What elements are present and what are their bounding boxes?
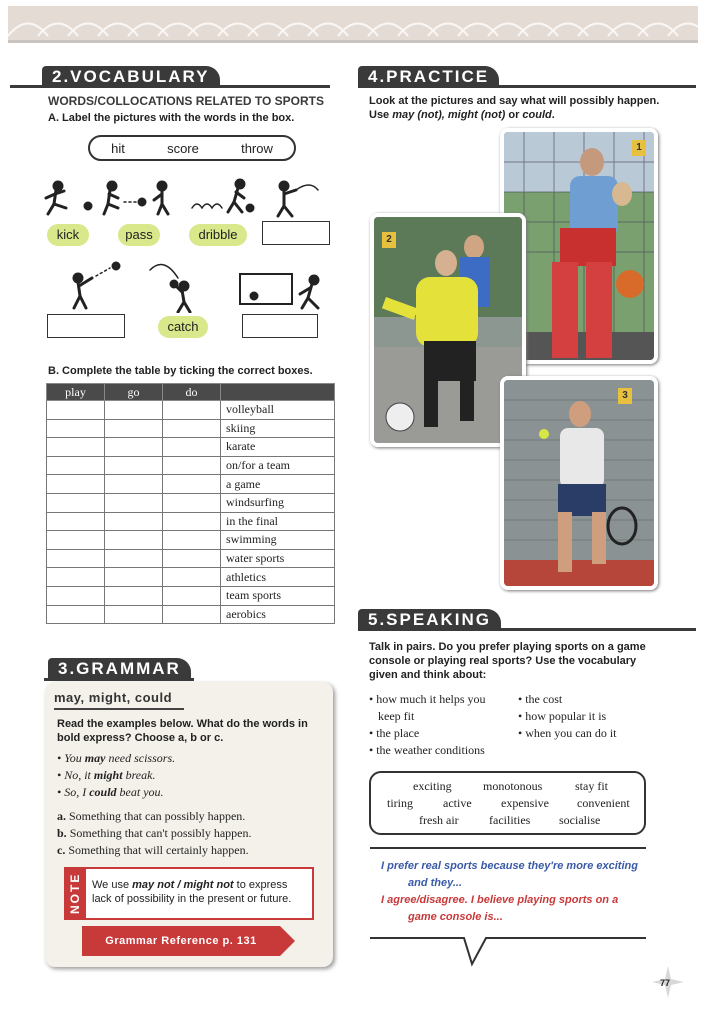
grammar-title-line (54, 708, 184, 710)
speech-line-2: and they... (408, 877, 462, 889)
word-expensive: expensive (501, 796, 549, 810)
table-row (47, 549, 335, 568)
vocab-part-a: A. Label the pictures with the words in the box. (48, 112, 295, 124)
tick-cell[interactable] (163, 456, 221, 475)
top-divider (8, 40, 698, 43)
grammar-example-3: • So, I could beat you. (57, 785, 164, 799)
word-score: score (167, 140, 199, 156)
tick-cell[interactable] (163, 605, 221, 624)
vocab-part-b: B. Complete the table by ticking the correct boxes. (48, 365, 313, 377)
activity-cell: a game (221, 475, 335, 494)
tick-cell[interactable] (47, 475, 105, 494)
tick-cell[interactable] (105, 493, 163, 512)
word-box (88, 135, 296, 161)
figures-row-2 (60, 258, 340, 313)
tick-cell[interactable] (163, 493, 221, 512)
word-throw: throw (241, 140, 273, 156)
tick-cell[interactable] (47, 493, 105, 512)
collocation-table (46, 383, 335, 624)
vocab-subtitle: WORDS/COLLOCATIONS RELATED TO SPORTS (48, 94, 324, 108)
grammar-header: 3.GRAMMAR (48, 658, 191, 680)
table-row (47, 568, 335, 587)
tick-cell[interactable] (47, 531, 105, 550)
tick-cell[interactable] (47, 512, 105, 531)
word-stay-fit: stay fit (575, 779, 608, 793)
table-row (47, 438, 335, 457)
grammar-option-c: c. Something that will certainly happen. (57, 843, 249, 857)
answer-blank-3[interactable] (242, 314, 318, 338)
word-active: active (443, 796, 472, 810)
note-text: We use may not / might not to express lack of possibility in the present or future. (92, 879, 292, 905)
activity-cell: karate (221, 438, 335, 457)
activity-cell: team sports (221, 586, 335, 605)
photo-badge-2: 2 (382, 232, 396, 248)
vocab-header: 2.VOCABULARY (42, 66, 220, 88)
answer-blank-2[interactable] (47, 314, 125, 338)
tick-cell[interactable] (105, 549, 163, 568)
table-row (47, 531, 335, 550)
tick-cell[interactable] (163, 512, 221, 531)
practice-instr-1: Look at the pictures and say what will possibly happen. (369, 95, 660, 107)
tick-cell[interactable] (47, 419, 105, 438)
tick-cell[interactable] (163, 549, 221, 568)
tick-cell[interactable] (105, 605, 163, 624)
grammar-option-a: a. Something that can possibly happen. (57, 809, 246, 823)
col-activity (221, 384, 335, 401)
word-fresh-air: fresh air (419, 813, 459, 827)
word-monotonous: monotonous (483, 779, 543, 793)
col-go: go (105, 384, 163, 401)
tick-cell[interactable] (47, 568, 105, 587)
tick-cell[interactable] (163, 401, 221, 420)
activity-cell: on/for a team (221, 456, 335, 475)
activity-cell: water sports (221, 549, 335, 568)
grammar-reference-button[interactable]: Grammar Reference p. 131 (82, 926, 280, 956)
grammar-title: may, might, could (54, 690, 173, 705)
tick-cell[interactable] (105, 475, 163, 494)
page-number: 77 (660, 978, 671, 988)
table-row (47, 456, 335, 475)
table-row (47, 605, 335, 624)
speaking-left-bullets: • how much it helps you keep fit • the place • the weather conditions (369, 692, 486, 757)
table-row (47, 401, 335, 420)
tick-cell[interactable] (47, 549, 105, 568)
table-row (47, 512, 335, 531)
table-row (47, 419, 335, 438)
speaking-right-bullets: • the cost • how popular it is • when you can do it (518, 692, 617, 740)
note-label: NOTE (64, 867, 86, 920)
speech-line-4: game console is... (408, 911, 503, 923)
speaking-header: 5.SPEAKING (358, 609, 501, 631)
tick-cell[interactable] (47, 586, 105, 605)
tick-cell[interactable] (163, 475, 221, 494)
activity-cell: volleyball (221, 401, 335, 420)
top-decorative-band (8, 6, 698, 40)
word-facilities: facilities (489, 813, 531, 827)
figures-row-1 (44, 178, 344, 223)
tick-cell[interactable] (105, 401, 163, 420)
label-pass: pass (118, 224, 160, 246)
col-play: play (47, 384, 105, 401)
table-row (47, 586, 335, 605)
tick-cell[interactable] (163, 586, 221, 605)
word-hit: hit (111, 140, 125, 156)
grammar-reference-arrow (280, 926, 295, 956)
tick-cell[interactable] (105, 568, 163, 587)
word-exciting: exciting (413, 779, 452, 793)
activity-cell: aerobics (221, 605, 335, 624)
word-tiring: tiring (387, 796, 413, 810)
tick-cell[interactable] (105, 438, 163, 457)
grammar-option-b: b. Something that can't possibly happen. (57, 826, 252, 840)
tick-cell[interactable] (105, 586, 163, 605)
speech-line-1: I prefer real sports because they're more exciting (381, 860, 638, 872)
speaking-instr-1: Talk in pairs. Do you prefer playing sports on a game (369, 641, 646, 653)
speaking-instr-3: given and think about: (369, 669, 487, 681)
speaking-instr-2: console or playing real sports? Use the vocabulary (369, 655, 637, 667)
label-catch: catch (158, 316, 208, 338)
speaking-vocab-box (369, 771, 646, 835)
grammar-example-1: • You may need scissors. (57, 751, 176, 765)
practice-header: 4.PRACTICE (358, 66, 499, 88)
label-dribble: dribble (189, 224, 247, 246)
tick-cell[interactable] (47, 401, 105, 420)
tick-cell[interactable] (163, 438, 221, 457)
tick-cell[interactable] (47, 456, 105, 475)
activity-cell: in the final (221, 512, 335, 531)
tick-cell[interactable] (105, 419, 163, 438)
tick-cell[interactable] (105, 456, 163, 475)
activity-cell: swimming (221, 531, 335, 550)
tick-cell[interactable] (47, 605, 105, 624)
speech-line-3: I agree/disagree. I believe playing sports on a (381, 894, 619, 906)
activity-cell: skiing (221, 419, 335, 438)
table-row (47, 475, 335, 494)
col-do: do (163, 384, 221, 401)
word-convenient: convenient (577, 796, 630, 810)
tick-cell[interactable] (105, 512, 163, 531)
table-row (47, 493, 335, 512)
label-kick: kick (47, 224, 89, 246)
grammar-instr-2: bold express? Choose a, b or c. (57, 732, 224, 744)
tick-cell[interactable] (105, 531, 163, 550)
tick-cell[interactable] (47, 438, 105, 457)
photo-badge-1: 1 (632, 140, 646, 156)
tick-cell[interactable] (163, 568, 221, 587)
tick-cell[interactable] (163, 419, 221, 438)
photo-tennis (500, 376, 658, 590)
answer-blank-1[interactable] (262, 221, 330, 245)
grammar-instr-1: Read the examples below. What do the words in (57, 718, 308, 730)
activity-cell: athletics (221, 568, 335, 587)
grammar-example-2: • No, it might break. (57, 768, 156, 782)
word-socialise: socialise (559, 813, 601, 827)
tick-cell[interactable] (163, 531, 221, 550)
activity-cell: windsurfing (221, 493, 335, 512)
practice-instr-2: Use may (not), might (not) or could. (369, 109, 555, 121)
photo-badge-3: 3 (618, 388, 632, 404)
